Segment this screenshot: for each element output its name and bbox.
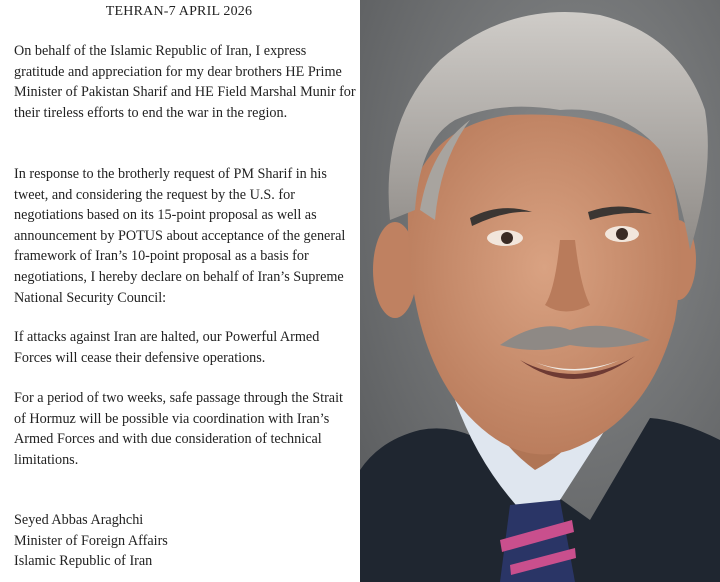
signature-block [14, 510, 168, 572]
portrait-photo [360, 0, 720, 582]
paragraph-declaration: In response to the brotherly request of PM Sharif in his tweet, and considering the request by the U.S. for negotiations based on its 15-point proposal as well as announcement by POTUS about acceptance of the general framework of Iran’s 10-point proposal as a basis for negotiations, I hereby declare on behalf of Iran’s Supreme National Security Council: [14, 166, 346, 306]
statement-document [0, 0, 358, 582]
paragraph-ceasefire-condition: If attacks against Iran are halted, our Powerful Armed Forces will cease their defensive operations. [14, 329, 320, 366]
dateline-header: TEHRAN-7 APRIL 2026 [105, 4, 253, 19]
signatory-country: Islamic Republic of Iran [14, 553, 153, 570]
right-iris [616, 228, 628, 240]
signatory-title: Minister of Foreign Affairs [14, 532, 168, 549]
paragraph-hormuz-passage: For a period of two weeks, safe passage through the Strait of Hormuz will be possible via coordination with Iran’s Armed Forces and with due consideration of technical limitations. [14, 390, 343, 468]
left-iris [501, 232, 513, 244]
paragraph-gratitude: On behalf of the Islamic Republic of Iran, I express gratitude and appreciation for my dear brothers HE Prime Minister of Pakistan Sharif and HE Field Marshal Munir for their tireless efforts to end the war in the region. [14, 43, 356, 121]
signatory-name: Seyed Abbas Araghchi [14, 512, 144, 528]
portrait-illustration [360, 0, 720, 582]
